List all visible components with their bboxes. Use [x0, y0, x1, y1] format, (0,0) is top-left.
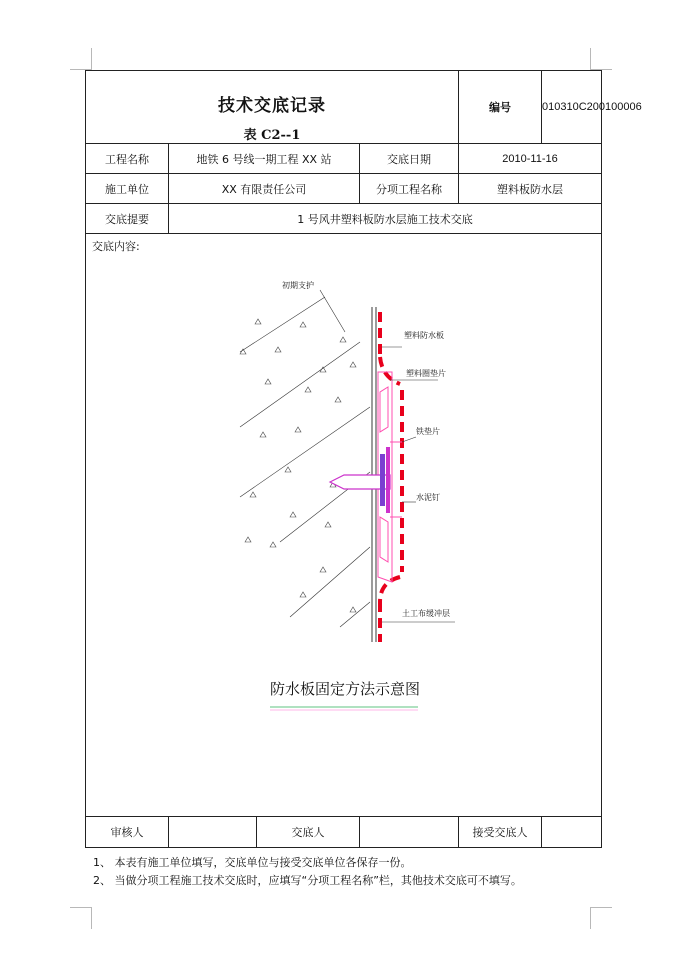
- reviewer-label: 审核人: [86, 817, 169, 848]
- crop-mark: [590, 907, 612, 908]
- label-cement-nail: 水泥钉: [416, 493, 440, 502]
- label-iron-pad: 铁垫片: [416, 427, 440, 436]
- sub-project-label: 分项工程名称: [360, 174, 459, 204]
- footnote-2: 2、 当做分项工程施工技术交底时，应填写“分项工程名称”栏，其他技术交底可不填写。: [93, 874, 522, 887]
- crop-mark: [91, 908, 92, 929]
- summary-label: 交底提要: [86, 204, 169, 234]
- code-value: 010310C200100006: [542, 71, 602, 144]
- form-table-number: 表 C2--1: [243, 128, 301, 143]
- construction-unit-value: XX 有限责任公司: [169, 174, 360, 204]
- footnotes: [93, 854, 522, 890]
- reviewer-signature-field: [169, 817, 257, 848]
- aggregate-marks: [240, 319, 356, 612]
- label-geotextile: 土工布缓冲层: [402, 609, 450, 618]
- receiver-signature-field: [542, 817, 602, 848]
- rock-hatch: [240, 297, 370, 627]
- form-title: 技术交底记录: [218, 96, 326, 116]
- construction-unit-label: 施工单位: [86, 174, 169, 204]
- summary-value: 1 号风井塑料板防水层施工技术交底: [169, 204, 602, 234]
- crop-mark: [590, 908, 591, 929]
- discloser-label: 交底人: [257, 817, 360, 848]
- discloser-signature-field: [360, 817, 459, 848]
- crop-mark: [590, 48, 591, 69]
- diagram-caption: 防水板固定方法示意图: [270, 680, 421, 698]
- crop-mark: [91, 48, 92, 69]
- code-label: 编号: [459, 71, 542, 144]
- footnote-1: 1、 本表有施工单位填写，交底单位与接受交底单位各保存一份。: [93, 856, 412, 869]
- label-plastic-pad: 塑料圈垫片: [406, 369, 446, 378]
- label-plastic-board: 塑料防水板: [404, 331, 444, 340]
- waterproof-board-fixing-diagram: [230, 272, 470, 722]
- crop-mark: [70, 907, 92, 908]
- label-initial-support: 初期支护: [282, 281, 314, 290]
- content-label: 交底内容:: [92, 240, 140, 253]
- form-title-cell: [86, 71, 459, 144]
- disclosure-date-value: 2010-11-16: [459, 144, 602, 174]
- project-name-value: 地铁 6 号线一期工程 XX 站: [169, 144, 360, 174]
- project-name-label: 工程名称: [86, 144, 169, 174]
- receiver-label: 接受交底人: [459, 817, 542, 848]
- sub-project-value: 塑料板防水层: [459, 174, 602, 204]
- disclosure-date-label: 交底日期: [360, 144, 459, 174]
- cement-nail: [330, 447, 390, 513]
